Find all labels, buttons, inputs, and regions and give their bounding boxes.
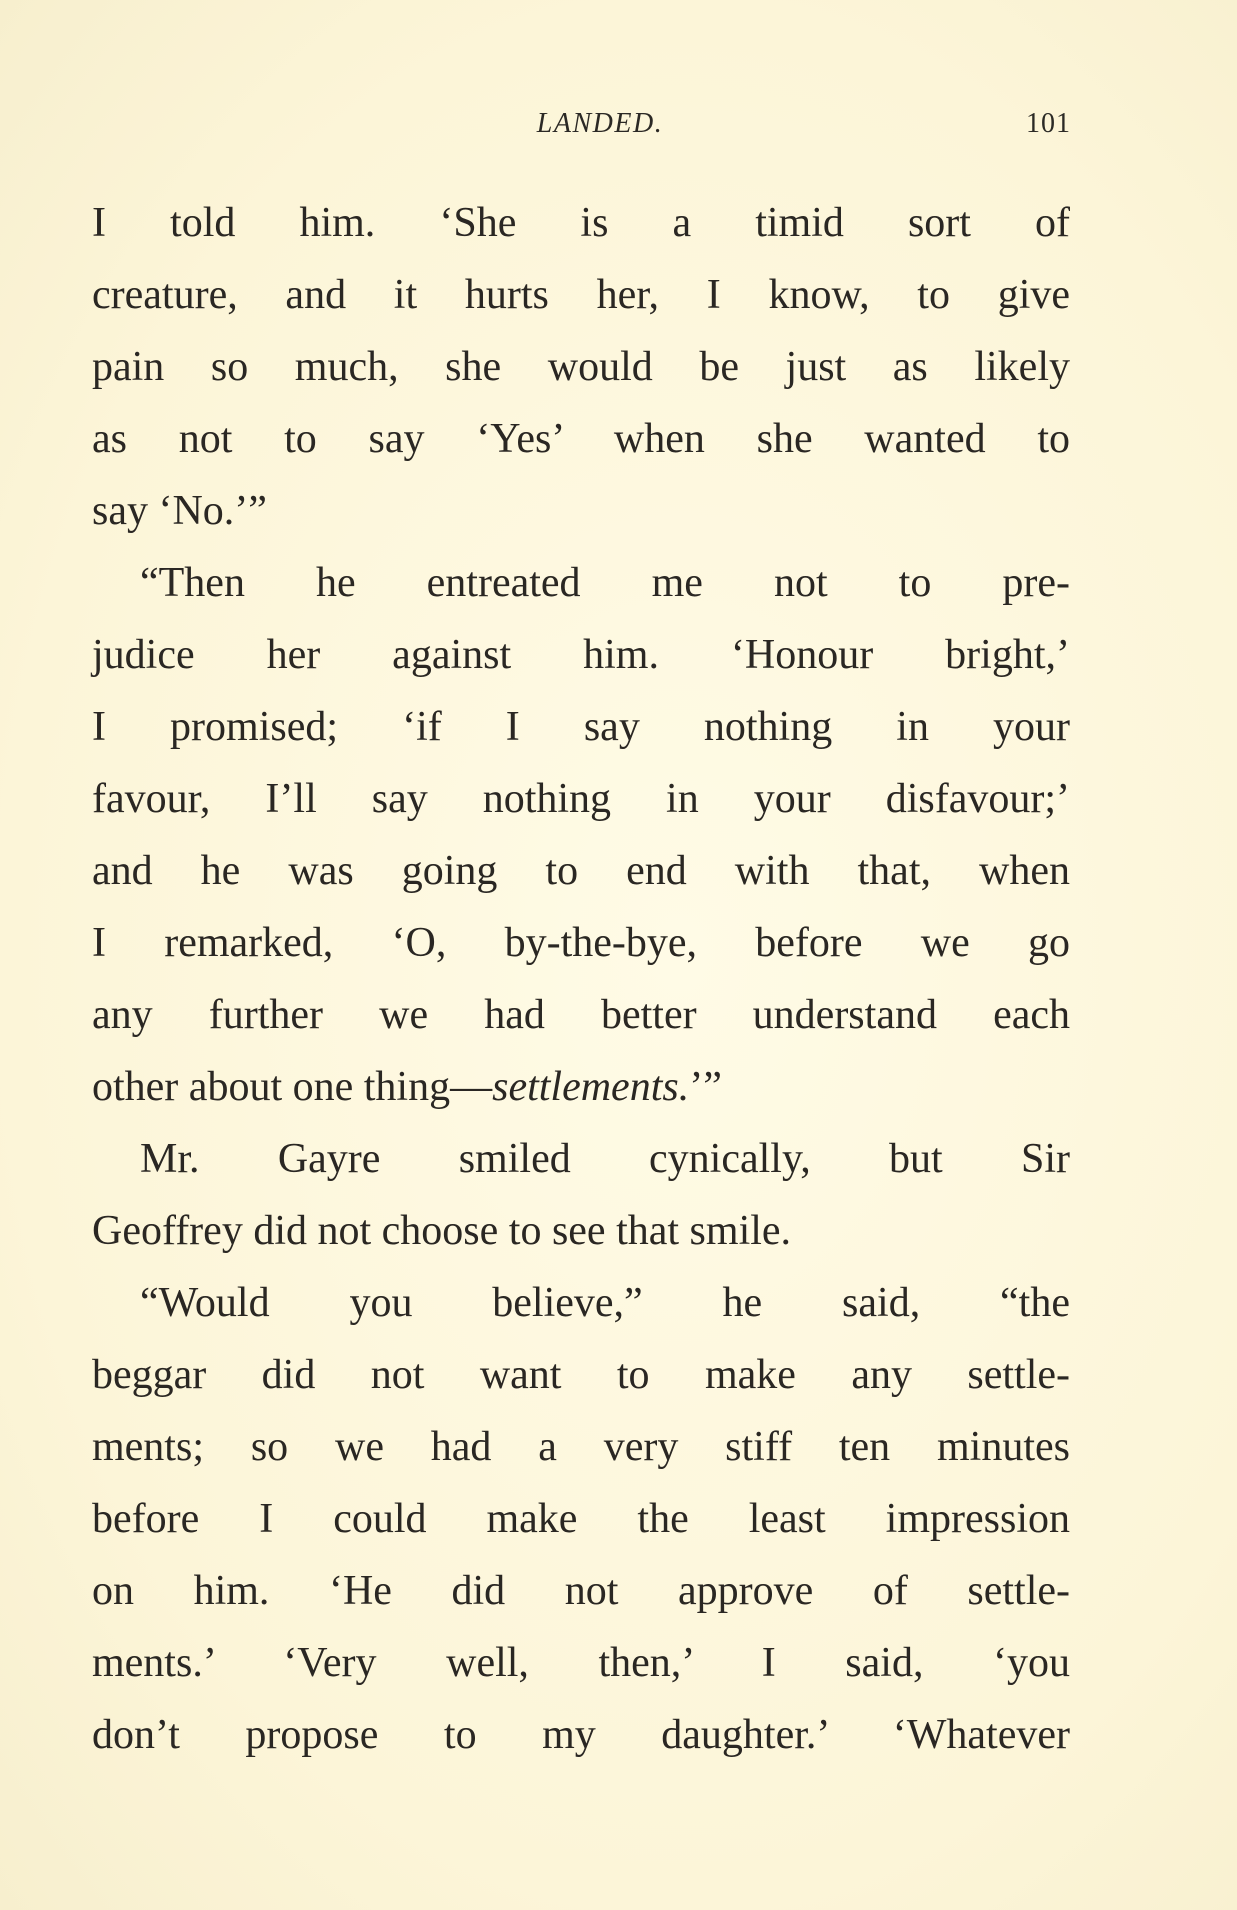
body-text xyxy=(92,187,1070,1771)
text-line: favour, I’ll say nothing in your disfavour;’ xyxy=(92,776,1070,822)
text-line: Mr. Gayre smiled cynically, but Sir xyxy=(140,1136,1070,1182)
italic-text: settlements. xyxy=(492,1064,690,1110)
text-line: and he was going to end with that, when xyxy=(92,848,1070,894)
text-line: pain so much, she would be just as likely xyxy=(92,344,1070,390)
text-line: beggar did not want to make any settle- xyxy=(92,1352,1070,1398)
text-line: ments.’ ‘Very well, then,’ I said, ‘you xyxy=(92,1640,1070,1686)
text-line: say ‘No.’” xyxy=(92,488,267,534)
text-line: I remarked, ‘O, by-the-bye, before we go xyxy=(92,920,1070,966)
text-line: before I could make the least impression xyxy=(92,1496,1070,1542)
text-line: I told him. ‘She is a timid sort of xyxy=(92,200,1070,246)
text-line: “Would you believe,” he said, “the xyxy=(140,1280,1070,1326)
text-line: I promised; ‘if I say nothing in your xyxy=(92,704,1070,750)
text-line: Geoffrey did not choose to see that smile. xyxy=(92,1208,792,1254)
text-line: “Then he entreated me not to pre- xyxy=(140,560,1070,606)
running-head xyxy=(0,108,1237,148)
text-line: on him. ‘He did not approve of settle- xyxy=(92,1568,1070,1614)
text-line xyxy=(92,1051,1070,1123)
page-number: 101 xyxy=(1026,108,1071,139)
text-line: creature, and it hurts her, I know, to give xyxy=(92,272,1070,318)
text-line: any further we had better understand each xyxy=(92,992,1070,1038)
text-line: judice her against him. ‘Honour bright,’ xyxy=(92,632,1070,678)
text-line: as not to say ‘Yes’ when she wanted to xyxy=(92,416,1070,462)
running-title: LANDED. xyxy=(536,108,664,139)
text-segment: ’” xyxy=(689,1064,722,1110)
text-line: don’t propose to my daughter.’ ‘Whatever xyxy=(92,1712,1070,1758)
text-line: ments; so we had a very stiff ten minutes xyxy=(92,1424,1070,1470)
text-segment: other about one thing— xyxy=(92,1064,493,1110)
